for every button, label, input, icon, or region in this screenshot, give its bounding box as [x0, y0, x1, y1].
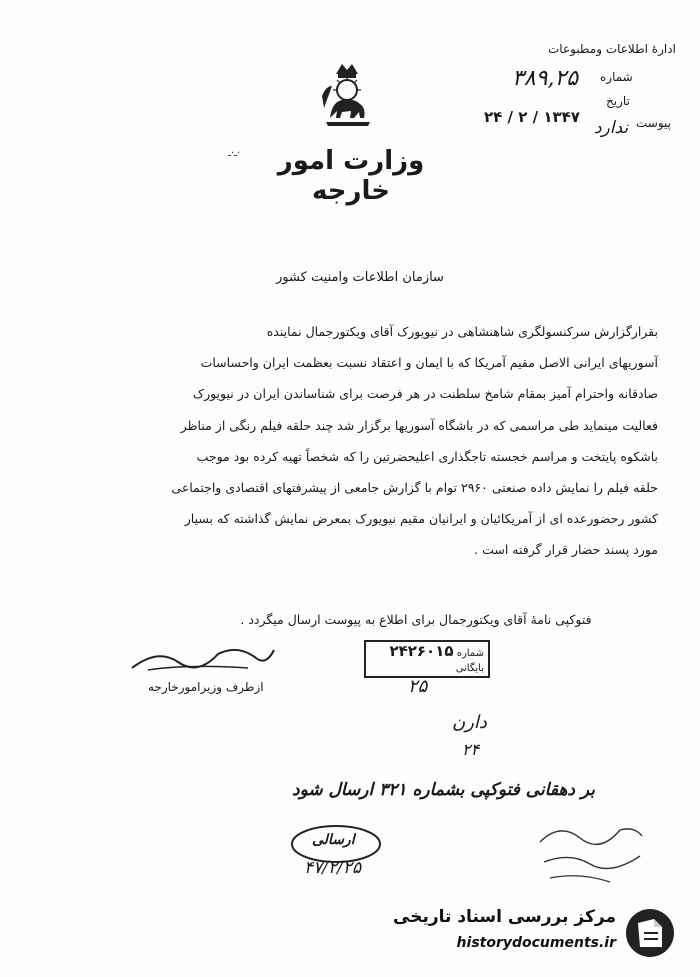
handwritten-note: ۲۴ — [462, 740, 480, 759]
closing-line: فتوکپی نامهٔ آقای ویکتورجمال برای اطلاع به پیوست ارسال میگردد . — [240, 612, 592, 627]
body-line: آسوریهای ایرانی الاصل مقیم آمریکا که با ایمان و اعتقاد نسبت بعظمت ایران واحساسات — [200, 355, 658, 371]
letter-body — [58, 316, 658, 566]
header-attachment-value: ندارد — [594, 118, 629, 138]
archive-date: ۴۷/۲/۲۵ — [304, 858, 362, 878]
recipient: سازمان اطلاعات وامنیت کشور — [276, 270, 444, 285]
signature-scribble-icon — [128, 640, 278, 676]
signature-title: ازطرف وزیرامورخارجه — [148, 680, 264, 694]
header-department: ادارهٔ اطلاعات ومطبوعات — [548, 42, 676, 56]
document-center-logo-icon — [624, 907, 676, 959]
faint-mark-icon: ـ·ـ· — [228, 148, 241, 159]
ministry-title: وزارت امور خارجه — [277, 146, 425, 206]
body-line: مورد پسند حضار قرار گرفته است . — [474, 542, 658, 558]
header-number-label: شماره — [600, 70, 633, 84]
header-date-value: ۱۳۴۷ / ۲ / ۲۴ — [484, 108, 580, 126]
stamp-sub-number: ۲۵ — [408, 676, 428, 697]
header-date-label: تاریخ — [606, 94, 630, 108]
header-attachment-label: پیوست — [636, 116, 671, 130]
handwritten-instruction: بر دهقانی فتوکپی بشماره ۳۲۱ ارسال شود — [292, 780, 596, 800]
body-line: حلقه فیلم را نمایش داده صنعتی ۲۹۶۰ توام با گزارش جامعی از پیشرفتهای اقتصادی واجتماعی — [171, 480, 658, 496]
body-line: باشکوه پایتخت و مراسم خجسته تاجگذاری اعلیحضرتین را که شخصاً تهیه کرده بود موجب — [196, 448, 658, 464]
stamp-label-bottom: بایگانی — [455, 663, 484, 674]
handwritten-note: دارن — [452, 712, 487, 733]
registry-stamp — [364, 640, 490, 678]
body-line: کشور رحضورعده ای از آمریکائیان و ایرانیان مقیم نیویورک بمعرض نمایش گذاشته که بسیار — [184, 511, 658, 527]
stamp-label-top: شماره — [456, 648, 484, 659]
archive-stamp-text: ارسالی — [312, 832, 355, 848]
watermark — [390, 901, 680, 963]
watermark-title: مرکز بررسی اسناد تاریخی — [393, 907, 616, 927]
body-line: فعالیت مینماید طی مراسمی که در باشگاه آسوریها برگزار شد چند حلقه فیلم رنگی از مناظر — [180, 417, 658, 433]
header-number-value: ۳۸۹,۲۵ — [512, 66, 579, 91]
body-line: بقرارگزارش سرکنسولگری شاهنشاهی در نیویورک آقای ویکتورجمال نماینده — [266, 324, 658, 339]
watermark-url: historydocuments.ir — [456, 935, 616, 951]
handwritten-scribble-icon — [530, 812, 650, 892]
stamp-code: ۲۴۲۶۰۱۵ — [389, 642, 454, 660]
body-line: صادقانه واحترام آمیز بمقام شامخ سلطنت در هر فرصت برای شناساندن ایران در نیویورک — [192, 386, 658, 402]
lion-and-sun-emblem-icon — [314, 56, 380, 134]
